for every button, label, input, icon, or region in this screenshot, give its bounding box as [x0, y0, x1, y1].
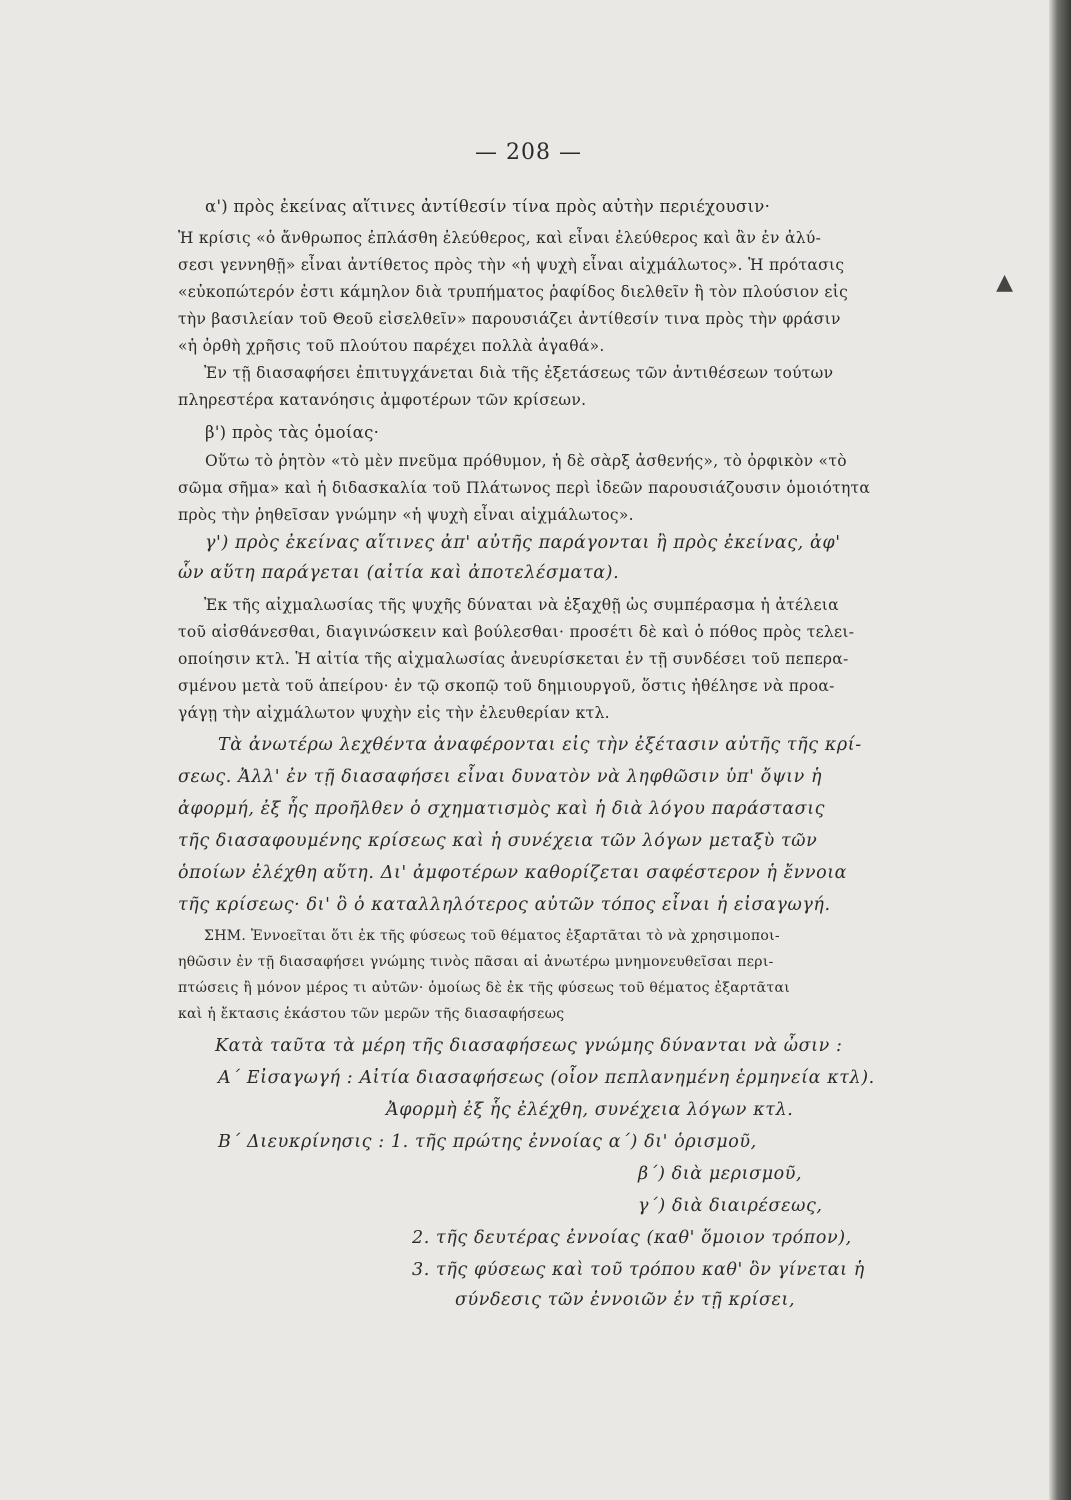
text-line: Ἐκ τῆς αἰχμαλωσίας τῆς ψυχῆς δύναται νὰ ἐξαχθῇ ὡς συμπέρασμα ἡ ἀτέλεια [204, 596, 839, 614]
text-line: τῆς κρίσεως· δι' ὃ ὁ καταλληλότερος αὐτῶν τόπος εἶναι ἡ εἰσαγωγή. [178, 895, 831, 915]
text-line: ηθῶσιν ἐν τῇ διασαφήσει γνώμης τινὸς πᾶσαι αἱ ἀνωτέρω μνημονευθεῖσαι περι- [178, 954, 774, 970]
text-line: Ἡ κρίσις «ὁ ἄνθρωπος ἐπλάσθη ἐλεύθερος, καὶ εἶναι ἐλεύθερος καὶ ἂν ἐν ἁλύ- [178, 229, 822, 247]
text-line: β΄) διὰ μερισμοῦ, [638, 1164, 803, 1184]
text-line: τῆς διασαφουμένης κρίσεως καὶ ἡ συνέχεια τῶν λόγων μεταξὺ τῶν [178, 831, 818, 851]
text-line: τοῦ αἰσθάνεσθαι, διαγινώσκειν καὶ βούλεσθαι· προσέτι δὲ καὶ ὁ πόθος πρὸς τελει- [178, 623, 855, 641]
text-line: σεως. Ἀλλ' ἐν τῇ διασαφήσει εἶναι δυνατὸν νὰ ληφθῶσιν ὑπ' ὄψιν ἡ [178, 767, 823, 787]
text-line: ὁποίων ἐλέχθη αὕτη. Δι' ἀμφοτέρων καθορίζεται σαφέστερον ἡ ἔννοια [178, 863, 848, 883]
text-line: 3. τῆς φύσεως καὶ τοῦ τρόπου καθ' ὃν γίνεται ἡ [412, 1260, 865, 1280]
text-line: σεσι γεννηθῇ» εἶναι ἀντίθετος πρὸς τὴν «ἡ ψυχὴ εἶναι αἰχμάλωτος». Ἡ πρότασις [178, 256, 845, 274]
text-line: Οὕτω τὸ ῥητὸν «τὸ μὲν πνεῦμα πρόθυμον, ἡ δὲ σὰρξ ἀσθενής», τὸ ὀρφικὸν «τὸ [205, 452, 847, 470]
text-line: «εὐκοπώτερόν ἐστι κάμηλον διὰ τρυπήματος ῥαφίδος διελθεῖν ἢ τὸν πλούσιον εἰς [178, 283, 849, 301]
text-line: α') πρὸς ἐκείνας αἵτινες ἀντίθεσίν τίνα πρὸς αὐτὴν περιέχουσιν· [205, 197, 771, 216]
text-line: γάγῃ τὴν αἰχμάλωτον ψυχὴν εἰς τὴν ἐλευθερίαν κτλ. [178, 704, 610, 722]
text-line: ἀφορμή, ἐξ ἧς προῆλθεν ὁ σχηματισμὸς καὶ ἡ διὰ λόγου παράστασις [178, 799, 826, 819]
text-line: γ') πρὸς ἐκείνας αἵτινες ἀπ' αὐτῆς παράγονται ἢ πρὸς ἐκείνας, ἀφ' [205, 533, 841, 553]
text-line: τὴν βασιλείαν τοῦ Θεοῦ εἰσελθεῖν» παρουσιάζει ἀντίθεσίν τινα πρὸς τὴν φράσιν [178, 310, 841, 328]
text-line: β') πρὸς τὰς ὁμοίας· [205, 423, 380, 442]
text-line: Τὰ ἀνωτέρω λεχθέντα ἀναφέρονται εἰς τὴν ἐξέτασιν αὐτῆς τῆς κρί- [218, 735, 862, 755]
text-line: πρὸς τὴν ῥηθεῖσαν γνώμην «ἡ ψυχὴ εἶναι αἰχμάλωτος». [178, 506, 634, 524]
text-line: Ἐν τῇ διασαφήσει ἐπιτυγχάνεται διὰ τῆς ἐξετάσεως τῶν ἀντιθέσεων τούτων [204, 364, 834, 382]
text-line: γ΄) διὰ διαιρέσεως, [638, 1196, 823, 1216]
text-line: Ἀφορμὴ ἐξ ἧς ἐλέχθη, συνέχεια λόγων κτλ. [386, 1100, 794, 1120]
text-line: 2. τῆς δευτέρας ἐννοίας (καθ' ὅμοιον τρόπον), [412, 1228, 852, 1248]
page-number: — 208 — [475, 140, 582, 165]
text-line: Α΄ Εἰσαγωγή : Αἰτία διασαφήσεως (οἷον πεπλανημένη ἑρμηνεία κτλ). [218, 1068, 875, 1088]
text-line: ὧν αὕτη παράγεται (αἰτία καὶ ἀποτελέσματα). [178, 563, 620, 583]
text-line: Κατὰ ταῦτα τὰ μέρη τῆς διασαφήσεως γνώμης δύνανται νὰ ὦσιν : [215, 1036, 843, 1056]
text-line: καὶ ἡ ἔκτασις ἑκάστου τῶν μερῶν τῆς διασαφήσεως [178, 1006, 565, 1022]
text-line: σῶμα σῆμα» καὶ ἡ διδασκαλία τοῦ Πλάτωνος περὶ ἰδεῶν παρουσιάζουσιν ὁμοιότητα [178, 479, 871, 497]
text-line: «ἡ ὀρθὴ χρῆσις τοῦ πλούτου παρέχει πολλὰ ἀγαθά». [178, 337, 605, 355]
text-line: σύνδεσις τῶν ἐννοιῶν ἐν τῇ κρίσει, [455, 1290, 796, 1310]
text-line: ΣΗΜ. Ἐννοεῖται ὅτι ἐκ τῆς φύσεως τοῦ θέματος ἐξαρτᾶται τὸ νὰ χρησιμοποι- [204, 928, 780, 944]
text-line: οποίησιν κτλ. Ἡ αἰτία τῆς αἰχμαλωσίας ἀνευρίσκεται ἐν τῇ συνδέσει τοῦ πεπερα- [178, 650, 849, 668]
text-line: σμένου μετὰ τοῦ ἀπείρου· ἐν τῷ σκοπῷ τοῦ δημιουργοῦ, ὅστις ἠθέλησε νὰ προα- [178, 677, 835, 695]
margin-mark: ▲ [996, 270, 1013, 295]
text-line: πληρεστέρα κατανόησις ἀμφοτέρων τῶν κρίσεων. [178, 391, 587, 409]
text-line: πτώσεις ἢ μόνον μέρος τι αὐτῶν· ὁμοίως δὲ ἐκ τῆς φύσεως τοῦ θέματος ἐξαρτᾶται [178, 980, 790, 996]
text-line: Β΄ Διευκρίνησις : 1. τῆς πρώτης ἐννοίας α΄) δι' ὁρισμοῦ, [218, 1132, 757, 1152]
page-edge-shadow [1049, 0, 1071, 1500]
